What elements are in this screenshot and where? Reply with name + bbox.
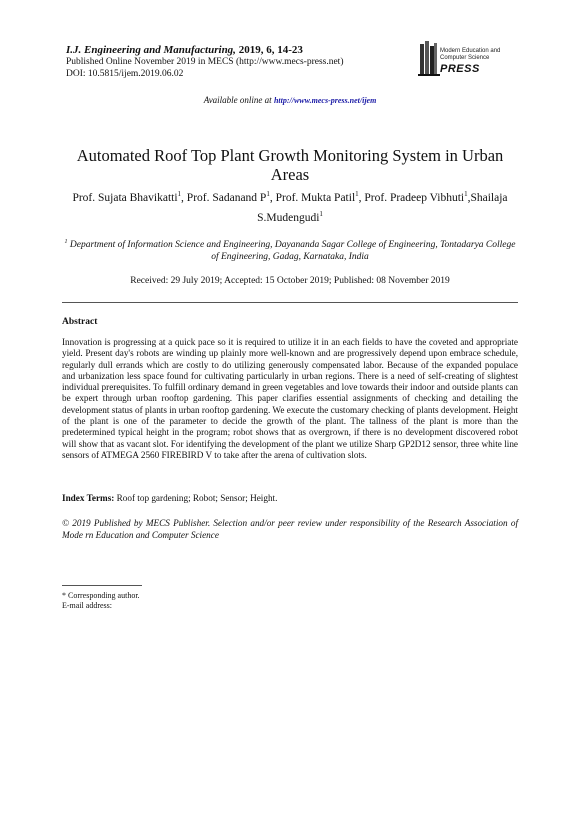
footnote (62, 591, 140, 611)
author-name: Prof. Pradeep Vibhuti (364, 191, 465, 204)
copyright-notice: © 2019 Published by MECS Publisher. Selection and/or peer review under responsibility of the Research Association of Mode rn Education and Computer Science (62, 518, 518, 540)
abstract-text: Innovation is progressing at a quick pace so it is required to utilize it in an each fields to have the coveted and appropriate yield. Present day's robots are winding up plainly more well-known and are progressively depend upon embrace schedule, regularly dull errands which are costly to do utilizing generously compensated labor. Because of the expanded populace and urbanization less space found for cultivating particularly in urban regions. There is a need of self-creating of slightest individual prerequisites. To fulfill ordinary demand in green vegetables and love towards their indoor and outside plants can be expert through urban rooftop gardening. This paper clarifies essential assignments of checking and detailing the development status of plants in urban rooftop gardening. We execute the customary checking of plants development. Height of the plant is one of the parameter to decide the growth of the plant. The tallness of the plant is more than the predetermined typical height in the program; robot shows that as overgrown, if there is no development discovered robot will show that as vacant slot. For identifying the development of the plant we utilize Sharp GP2D12 sensor, three white line sensors of ATMEGA 2560 FIREBIRD V to take after the arena of cultivation slots. (62, 337, 518, 460)
available-prefix: Available online at (203, 95, 274, 105)
author-affiliation-marker: 1 (319, 209, 323, 218)
doi-line[interactable]: DOI: 10.5815/ijem.2019.06.02 (66, 68, 184, 79)
index-terms-value: Roof top gardening; Robot; Sensor; Height. (116, 493, 278, 503)
journal-name: I.J. Engineering and Manufacturing, (66, 44, 236, 56)
author-name: Shailaja S.Mudengudi (257, 191, 508, 224)
affiliation-text: Department of Information Science and Engineering, Dayananda Sagar College of Engineering, Tontadarya College of Engineering, Gadag, Karnataka, India (69, 240, 516, 263)
received-dates: Received: 29 July 2019; Accepted: 15 October 2019; Published: 08 November 2019 (130, 276, 450, 286)
journal-url-link[interactable]: http://www.mecs-press.net/ijem (273, 96, 377, 105)
journal-header (66, 44, 426, 80)
logo-text: Modern Education and Computer Science (440, 48, 501, 61)
author-name: Prof. Sadanand P (186, 191, 267, 204)
email-address: E-mail address: (62, 601, 112, 610)
paper-title: Automated Roof Top Plant Growth Monitoring System in Urban Areas (76, 146, 504, 184)
author-name: Prof. Mukta Patil (275, 191, 356, 204)
author-separator: , (467, 191, 471, 204)
books-icon (418, 38, 440, 78)
journal-issue: 2019, 6, 14-23 (238, 44, 303, 56)
abstract-heading: Abstract (62, 317, 98, 327)
footnote-divider (62, 585, 142, 586)
author-name: Prof. Sujata Bhavikatti (72, 191, 178, 204)
affiliation-marker: 1 (64, 239, 68, 245)
author-affiliation-marker: 1 (177, 190, 182, 198)
journal-citation (66, 44, 426, 57)
index-terms (62, 493, 518, 503)
affiliation (62, 236, 518, 263)
author-affiliation-marker: 1 (266, 190, 270, 198)
logo-press: PRESS (440, 63, 480, 75)
corresponding-author: * Corresponding author. (62, 591, 140, 600)
author-affiliation-marker: 1 (464, 190, 468, 198)
divider (62, 302, 518, 303)
publisher-logo (418, 38, 518, 80)
index-terms-label: Index Terms: (62, 493, 115, 503)
author-affiliation-marker: 1 (355, 190, 359, 198)
published-line: Published Online November 2019 in MECS (http://www.mecs-press.net) (66, 57, 344, 67)
author-separator: , (269, 191, 276, 204)
author-list (60, 186, 520, 226)
author-separator: , (358, 191, 365, 204)
available-online (0, 95, 580, 105)
author-separator: , (181, 191, 187, 204)
